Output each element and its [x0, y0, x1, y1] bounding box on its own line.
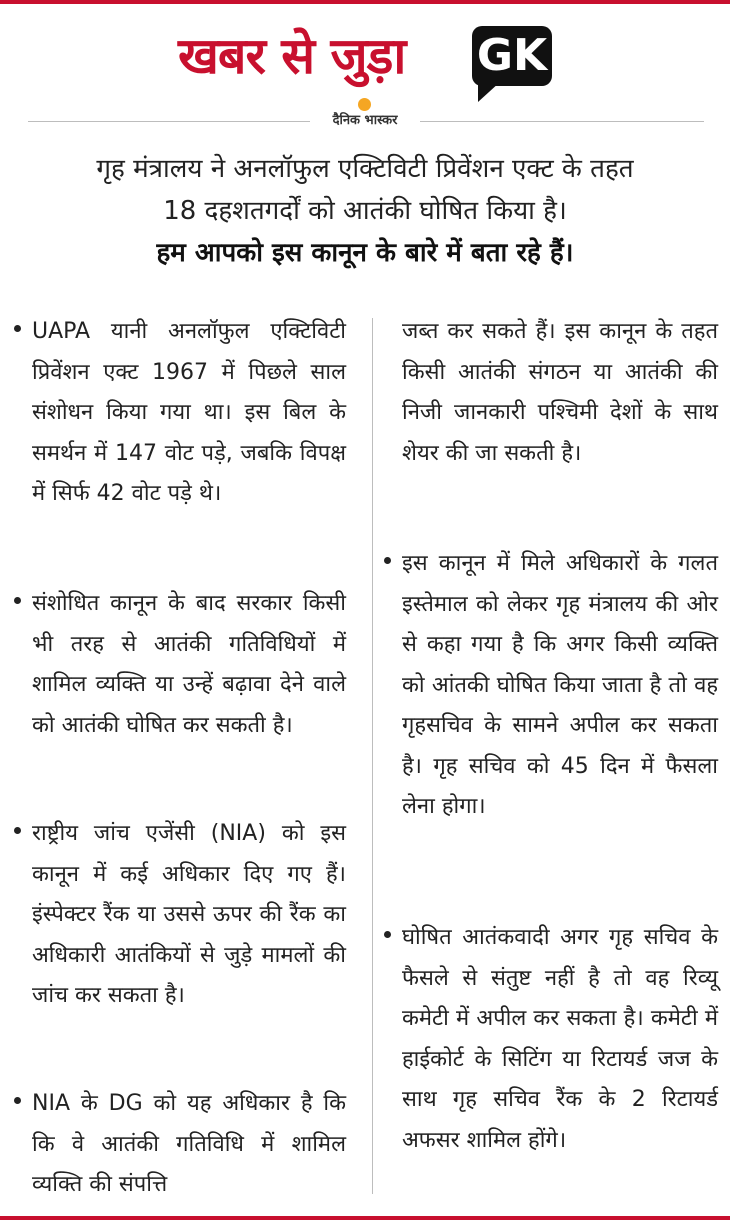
- bullet-icon: [14, 325, 21, 332]
- intro: [20, 148, 710, 274]
- bullet-text: इस कानून में मिले अधिकारों के गलत इस्तेमाल को लेकर गृह मंत्रालय की ओर से कहा गया है कि अगर किसी व्यक्ति को आंतकी घोषित किया जाता है तो वह गृहसचिव के सामने अपील कर सकता है। गृह सचिव को 45 दिन में फैसला लेना होगा।: [402, 551, 718, 819]
- bullet-text: संशोधित कानून के बाद सरकार किसी भी तरह से आतंकी गतिविधियों में शामिल व्यक्ति या उन्हें बढ़ावा देने वाले को आतंकी घोषित कर सकती है।: [32, 591, 346, 738]
- gk-badge: GK: [472, 26, 552, 86]
- intro-line: 18 दहशतगर्दों को आतंकी घोषित किया है।: [163, 196, 567, 226]
- brand-row: [28, 96, 704, 126]
- bullet-icon: [14, 597, 21, 604]
- bullet-icon: [384, 931, 391, 938]
- bullet-item: [14, 584, 346, 746]
- column-divider: [372, 318, 373, 1194]
- bullet-text: NIA के DG को यह अधिकार है कि कि वे आतंकी गतिविधि में शामिल व्यक्ति की संपत्ति: [32, 1091, 346, 1197]
- brand-logo: दैनिक भास्कर: [332, 113, 398, 128]
- intro-highlight: हम आपको इस कानून के बारे में बता रहे हैं।: [156, 238, 574, 268]
- bullet-text: घोषित आतंकवादी अगर गृह सचिव के फैसले से संतुष्ट नहीं है तो वह रिव्यू कमेटी में अपील कर सकता है। कमेटी में हाईकोर्ट के सिटिंग या रिटायर्ड जज के साथ गृह सचिव रैंक के 2 रिटायर्ड अफसर शामिल होंगे।: [402, 925, 718, 1153]
- bullet-item: [384, 918, 718, 1161]
- bullet-text: जब्त कर सकते हैं। इस कानून के तहत किसी आतंकी संगठन या आतंकी की निजी जानकारी पश्चिमी देशों के साथ शेयर की जा सकती है।: [402, 319, 718, 466]
- page-title: खबर से जुड़ा: [178, 27, 406, 85]
- header: [0, 22, 730, 102]
- bullet-icon: [14, 827, 21, 834]
- bottom-border: [0, 1216, 730, 1220]
- bullet-item: [14, 1084, 346, 1206]
- bullet-icon: [14, 1097, 21, 1104]
- sun-logo-icon: [358, 98, 371, 111]
- bullet-item: [384, 544, 718, 828]
- bullet-item: [14, 814, 346, 1017]
- continued-text: [384, 312, 718, 474]
- divider: [420, 121, 704, 122]
- bullet-text: राष्ट्रीय जांच एजेंसी (NIA) को इस कानून में कई अधिकार दिए गए हैं। इंस्पेक्टर रैंक या उससे ऊपर की रैंक का अधिकारी आतंकियों से जुड़े मामलों की जांच कर सकता है।: [32, 821, 346, 1008]
- bullet-icon: [384, 557, 391, 564]
- top-border: [0, 0, 730, 4]
- intro-line: गृह मंत्रालय ने अनलॉफुल एक्टिविटी प्रिवेंशन एक्ट के तहत: [96, 154, 634, 184]
- divider: [28, 121, 310, 122]
- bullet-text: UAPA यानी अनलॉफुल एक्टिविटी प्रिवेंशन एक्ट 1967 में पिछले साल संशोधन किया गया था। इस बिल के समर्थन में 147 वोट पड़े, जबकि विपक्ष में सिर्फ 42 वोट पड़े थे।: [32, 319, 346, 506]
- bullet-item: [14, 312, 346, 515]
